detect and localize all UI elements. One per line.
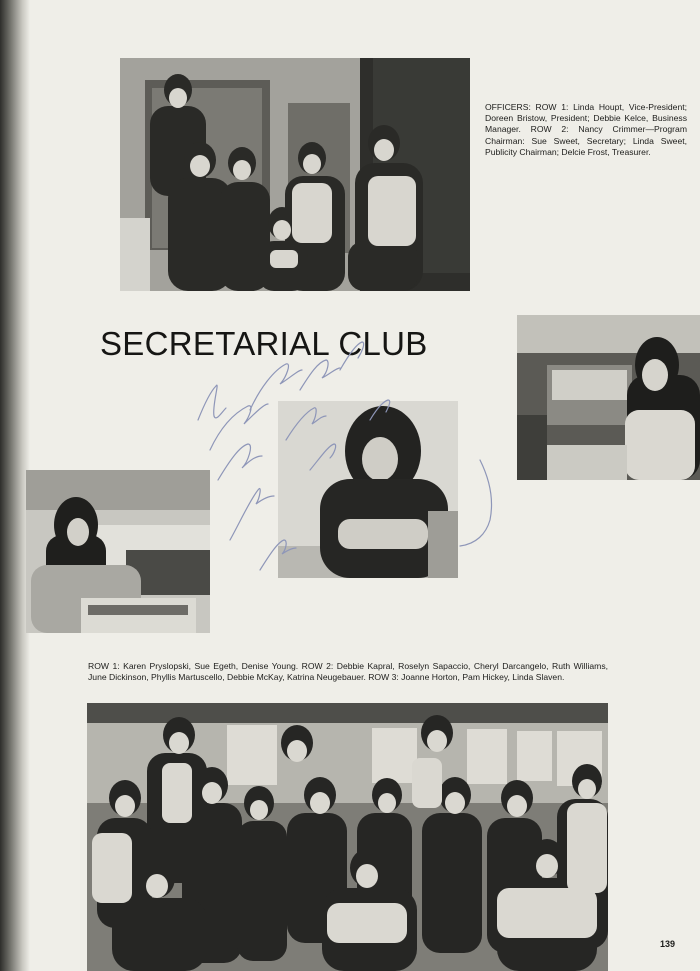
typist-photo-left — [26, 470, 210, 633]
officers-photo — [120, 58, 470, 291]
members-caption: ROW 1: Karen Pryslopski, Sue Egeth, Denise Young. ROW 2: Debbie Kapral, Roselyn Sapaccio, Cheryl Darcangelo, Ruth Williams, June Dickinson, Phyllis Martuscello, Debbie McKay, Katrina Neugebauer. ROW 3: Joanne Horton, Pam Hickey, Linda Slaven. — [88, 661, 608, 683]
center-typist-photo — [278, 401, 458, 578]
members-group-photo — [87, 703, 608, 971]
typist-photo-right — [517, 315, 700, 480]
page-number: 139 — [660, 939, 676, 949]
officers-caption: OFFICERS: ROW 1: Linda Houpt, Vice-President; Doreen Bristow, President; Debbie Kelce, Business Manager. ROW 2: Nancy Crimmer—Program Chairman: Sue Sweet, Secretary; Linda Sweet, Publicity Chairman; Delcie Frost, Treasurer. — [485, 102, 687, 157]
page-title: SECRETARIAL CLUB — [100, 325, 428, 362]
